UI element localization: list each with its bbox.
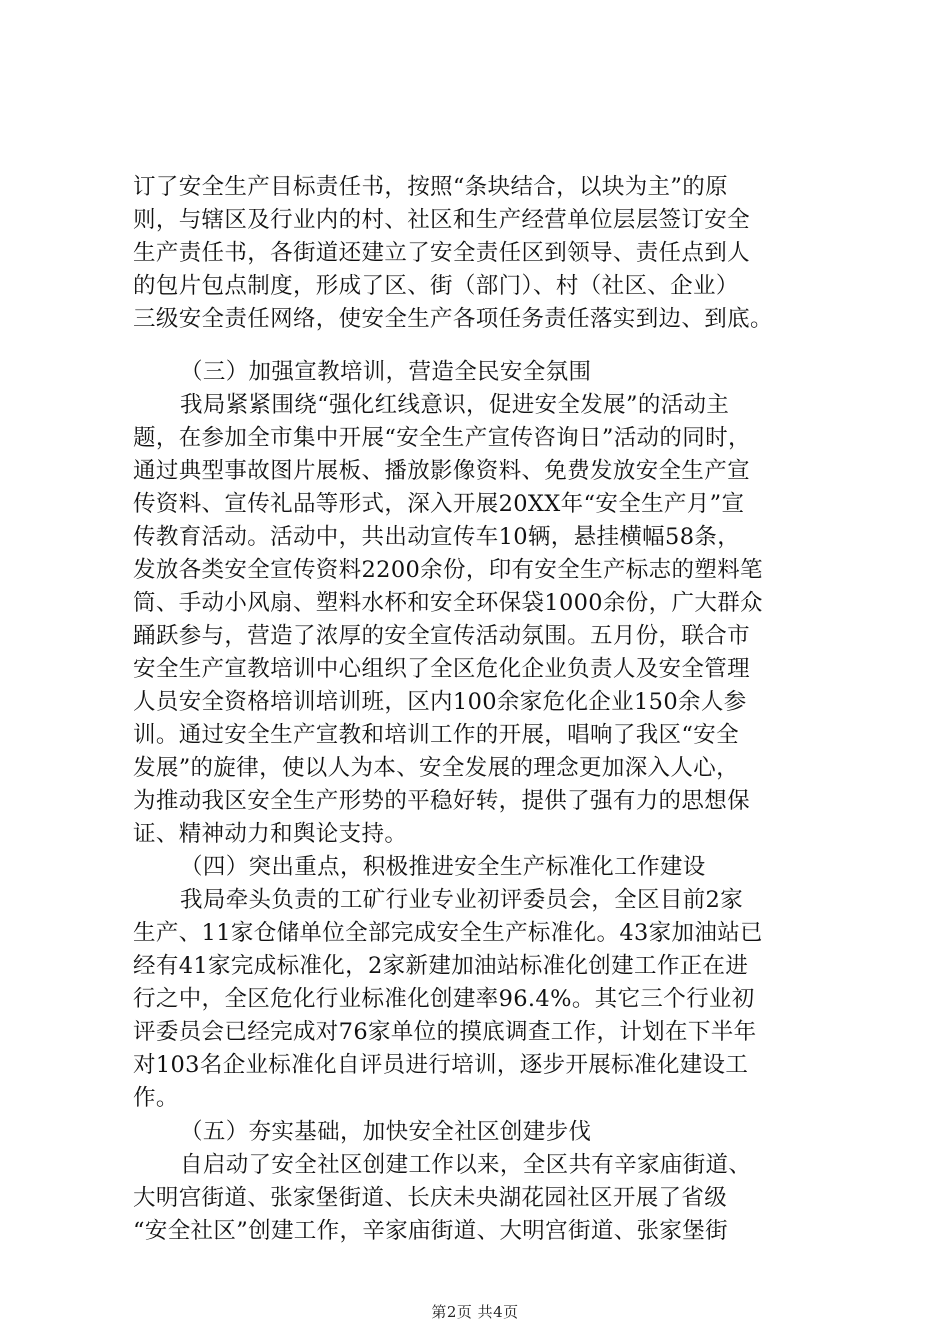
text-line: 作。 [133,1085,179,1111]
text-line: 经有41家完成标准化，2家新建加油站标准化创建工作正在进 [133,953,749,979]
section-heading: （四）突出重点，积极推进安全生产标准化工作建设 [180,854,706,880]
text-line: 的包片包点制度，形成了区、街（部门）、村（社区、企业） [133,273,739,299]
text-line: 订了安全生产目标责任书，按照“条块结合，以块为主”的原 [133,174,728,200]
text-line: 我局牵头负责的工矿行业专业初评委员会，全区目前2家 [180,887,744,913]
text-line: 训。通过安全生产宣教和培训工作的开展，唱响了我区“安全 [133,722,739,748]
section-heading: （三）加强宣教培训，营造全民安全氛围 [180,359,592,385]
text-line: 生产责任书，各街道还建立了安全责任区到领导、责任点到人 [133,240,750,266]
text-line: 对103名企业标准化自评员进行培训，逐步开展标准化建设工 [133,1052,749,1078]
text-line: 人员安全资格培训培训班，区内100余家危化企业150余人参 [133,689,747,715]
text-line: 生产、11家仓储单位全部完成安全生产标准化。43家加油站已 [133,920,763,946]
text-line: 发展”的旋律，使以人为本、安全发展的理念更加深入人心， [133,755,739,781]
page-footer: 第2页 共4页 [431,1303,519,1321]
text-line: 通过典型事故图片展板、播放影像资料、免费发放安全生产宣 [133,458,750,484]
text-line: 评委员会已经完成对76家单位的摸底调查工作，计划在下半年 [133,1019,757,1045]
text-line: 自启动了安全社区创建工作以来，全区共有辛家庙街道、 [180,1152,752,1178]
text-line: 为推动我区安全生产形势的平稳好转，提供了强有力的思想保 [133,788,750,814]
text-line: 发放各类安全宣传资料2200余份，印有安全生产标志的塑料笔 [133,557,763,583]
text-line: 安全生产宣教培训中心组织了全区危化企业负责人及安全管理 [133,656,750,682]
text-line: 踊跃参与，营造了浓厚的安全宣传活动氛围。五月份，联合市 [133,623,750,649]
text-line: 传资料、宣传礼品等形式，深入开展20XX年“安全生产月”宣 [133,491,745,517]
text-line: 我局紧紧围绕“强化红线意识，促进安全发展”的活动主 [180,392,730,418]
text-line: 大明宫街道、张家堡街道、长庆未央湖花园社区开展了省级 [133,1185,728,1211]
text-line: 三级安全责任网络，使安全生产各项任务责任落实到边、到底。 [133,306,773,332]
section-heading: （五）夯实基础，加快安全社区创建步伐 [180,1119,592,1145]
text-line: 则，与辖区及行业内的村、社区和生产经营单位层层签订安全 [133,207,750,233]
text-line: 筒、手动小风扇、塑料水杯和安全环保袋1000余份，广大群众 [133,590,763,616]
text-line: 行之中，全区危化行业标准化创建率96.4%。其它三个行业初 [133,986,755,1012]
text-line: 证、精神动力和舆论支持。 [133,821,408,847]
text-line: “安全社区”创建工作，辛家庙街道、大明宫街道、张家堡街 [133,1218,728,1244]
text-line: 题，在参加全市集中开展“安全生产宣传咨询日”活动的同时， [133,425,751,451]
text-line: 传教育活动。活动中，共出动宣传车10辆，悬挂横幅58条， [133,524,741,550]
